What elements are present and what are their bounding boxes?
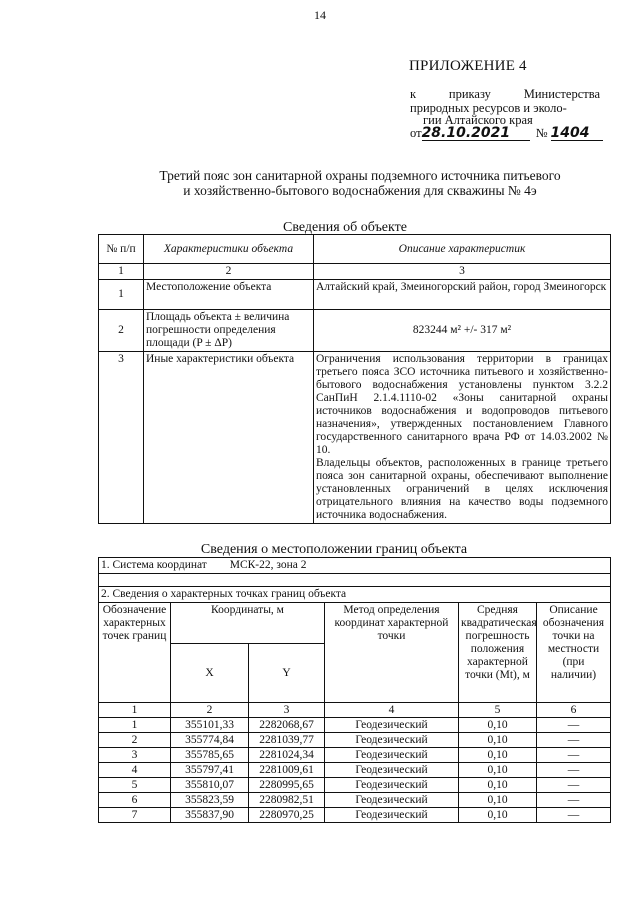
row-desc: 823244 м² +/- 317 м² <box>314 310 611 352</box>
point-id: 5 <box>99 778 171 793</box>
colnum: 1 <box>99 703 171 718</box>
point-id: 4 <box>99 763 171 778</box>
appendix-title: ПРИЛОЖЕНИЕ 4 <box>409 58 527 74</box>
point-method: Геодезический <box>325 733 459 748</box>
colnum: 2 <box>144 264 314 280</box>
table-row <box>99 778 611 793</box>
colnum: 3 <box>314 264 611 280</box>
point-x: 355797,41 <box>171 763 249 778</box>
location-table <box>98 557 611 823</box>
date-prefix: от <box>410 126 422 140</box>
appendix-ministry-line: природных ресурсов и эколо- <box>410 101 567 115</box>
points-colnums-row <box>99 703 611 718</box>
point-description: — <box>537 733 611 748</box>
point-x: 355101,33 <box>171 718 249 733</box>
point-method: Геодезический <box>325 808 459 823</box>
colnum: 1 <box>99 264 144 280</box>
point-description: — <box>537 763 611 778</box>
table-row <box>99 808 611 823</box>
object-table-colnums <box>99 264 611 280</box>
point-mt: 0,10 <box>459 718 537 733</box>
appendix-date-line <box>410 126 603 141</box>
header-description: Описание характеристик <box>314 235 611 264</box>
document-heading <box>0 168 640 198</box>
table-row <box>99 763 611 778</box>
header-point-description: Описание обозначения точки на местности (при наличии) <box>537 603 611 703</box>
point-mt: 0,10 <box>459 748 537 763</box>
colnum: 3 <box>249 703 325 718</box>
point-mt: 0,10 <box>459 793 537 808</box>
point-id: 2 <box>99 733 171 748</box>
table-row <box>99 748 611 763</box>
point-id: 1 <box>99 718 171 733</box>
point-x: 355810,07 <box>171 778 249 793</box>
point-method: Геодезический <box>325 763 459 778</box>
point-y: 2280982,51 <box>249 793 325 808</box>
point-mt: 0,10 <box>459 778 537 793</box>
points-label: 2. Сведения о характерных точках границ объекта <box>99 587 611 603</box>
point-id: 7 <box>99 808 171 823</box>
point-x: 355785,65 <box>171 748 249 763</box>
number-prefix: № <box>535 126 548 140</box>
point-x: 355823,59 <box>171 793 249 808</box>
table-row <box>99 733 611 748</box>
header-x: X <box>171 644 249 703</box>
header-coords: Координаты, м <box>171 603 325 644</box>
point-method: Геодезический <box>325 748 459 763</box>
point-mt: 0,10 <box>459 763 537 778</box>
point-mt: 0,10 <box>459 808 537 823</box>
point-y: 2281009,61 <box>249 763 325 778</box>
point-y: 2280970,25 <box>249 808 325 823</box>
point-method: Геодезический <box>325 793 459 808</box>
point-description: — <box>537 718 611 733</box>
handwritten-date: 28.10.2021 <box>422 126 530 141</box>
point-description: — <box>537 808 611 823</box>
point-description: — <box>537 748 611 763</box>
colnum: 5 <box>459 703 537 718</box>
point-mt: 0,10 <box>459 733 537 748</box>
table-row <box>99 280 611 310</box>
handwritten-number: 1404 <box>551 126 603 141</box>
appendix-order: приказу <box>448 87 491 101</box>
header-method: Метод определения координат характерной точки <box>325 603 459 703</box>
table-row <box>99 793 611 808</box>
points-header-row <box>99 603 611 644</box>
spacer-cell <box>99 574 611 587</box>
point-id: 3 <box>99 748 171 763</box>
appendix-k: к <box>410 87 417 101</box>
table-row <box>99 310 611 352</box>
row-desc <box>314 352 611 524</box>
object-table <box>98 234 611 524</box>
colnum: 2 <box>171 703 249 718</box>
coord-system-row <box>99 558 611 574</box>
row-num: 1 <box>99 280 144 310</box>
points-label-row <box>99 587 611 603</box>
object-section-title: Сведения об объекте <box>283 220 407 235</box>
point-x: 355837,90 <box>171 808 249 823</box>
heading-line-2: и хозяйственно-бытового водоснабжения для скважины № 4э <box>183 183 537 198</box>
header-num: № п/п <box>99 235 144 264</box>
heading-line-1: Третий пояс зон санитарной охраны подземного источника питьевого <box>159 168 561 183</box>
appendix-ministry: Министерства <box>523 87 600 101</box>
header-error: Средняя квадратическая погрешность положения характерной точки (Mt), м <box>459 603 537 703</box>
point-y: 2281024,34 <box>249 748 325 763</box>
object-table-header <box>99 235 611 264</box>
header-y: Y <box>249 644 325 703</box>
appendix-order-line <box>410 87 600 101</box>
table-row <box>99 352 611 524</box>
spacer-row <box>99 574 611 587</box>
point-x: 355774,84 <box>171 733 249 748</box>
location-section-title: Сведения о местоположении границ объекта <box>200 542 468 557</box>
point-description: — <box>537 793 611 808</box>
header-point: Обозначение характерных точек границ <box>99 603 171 703</box>
page-number: 14 <box>314 8 326 22</box>
point-y: 2282068,67 <box>249 718 325 733</box>
point-method: Геодезический <box>325 718 459 733</box>
row-desc-p1: Ограничения использования территории в границах третьего пояса ЗСО источника питьевого и хозяйственно-бытового водоснабжения установлены пунктом 3.2.2 СанПиН 2.1.4.1110-02 «Зоны санитарной охраны источников водоснабжения и водопроводов питьевого назначения», утвержденных постановлением Главного государственного санитарного врача РФ от 14.03.2002 № 10. <box>316 353 608 456</box>
header-characteristic: Характеристики объекта <box>144 235 314 264</box>
row-desc-p2: Владельцы объектов, расположенных в границе третьего пояса зон санитарной охраны, обеспечивают выполнение установленных ограничений в целях исключения отрицательного влияния на качество воды подземного источника водоснабжения. <box>316 457 608 521</box>
row-num: 2 <box>99 310 144 352</box>
point-y: 2280995,65 <box>249 778 325 793</box>
point-id: 6 <box>99 793 171 808</box>
row-name: Иные характеристики объекта <box>144 352 314 524</box>
points-body <box>99 718 611 823</box>
row-desc: Алтайский край, Змеиногорский район, город Змеиногорск <box>314 280 611 310</box>
point-description: — <box>537 778 611 793</box>
table-row <box>99 718 611 733</box>
row-num: 3 <box>99 352 144 524</box>
colnum: 6 <box>537 703 611 718</box>
row-name: Местоположение объекта <box>144 280 314 310</box>
point-method: Геодезический <box>325 778 459 793</box>
appendix-region-line: гии Алтайского края <box>423 113 533 127</box>
coord-system-label: 1. Система координат <box>101 559 207 571</box>
coord-system <box>99 558 611 574</box>
row-name: Площадь объекта ± величина погрешности определения площади (P ± ΔP) <box>144 310 314 352</box>
point-y: 2281039,77 <box>249 733 325 748</box>
colnum: 4 <box>325 703 459 718</box>
coord-system-value: МСК-22, зона 2 <box>229 559 307 571</box>
